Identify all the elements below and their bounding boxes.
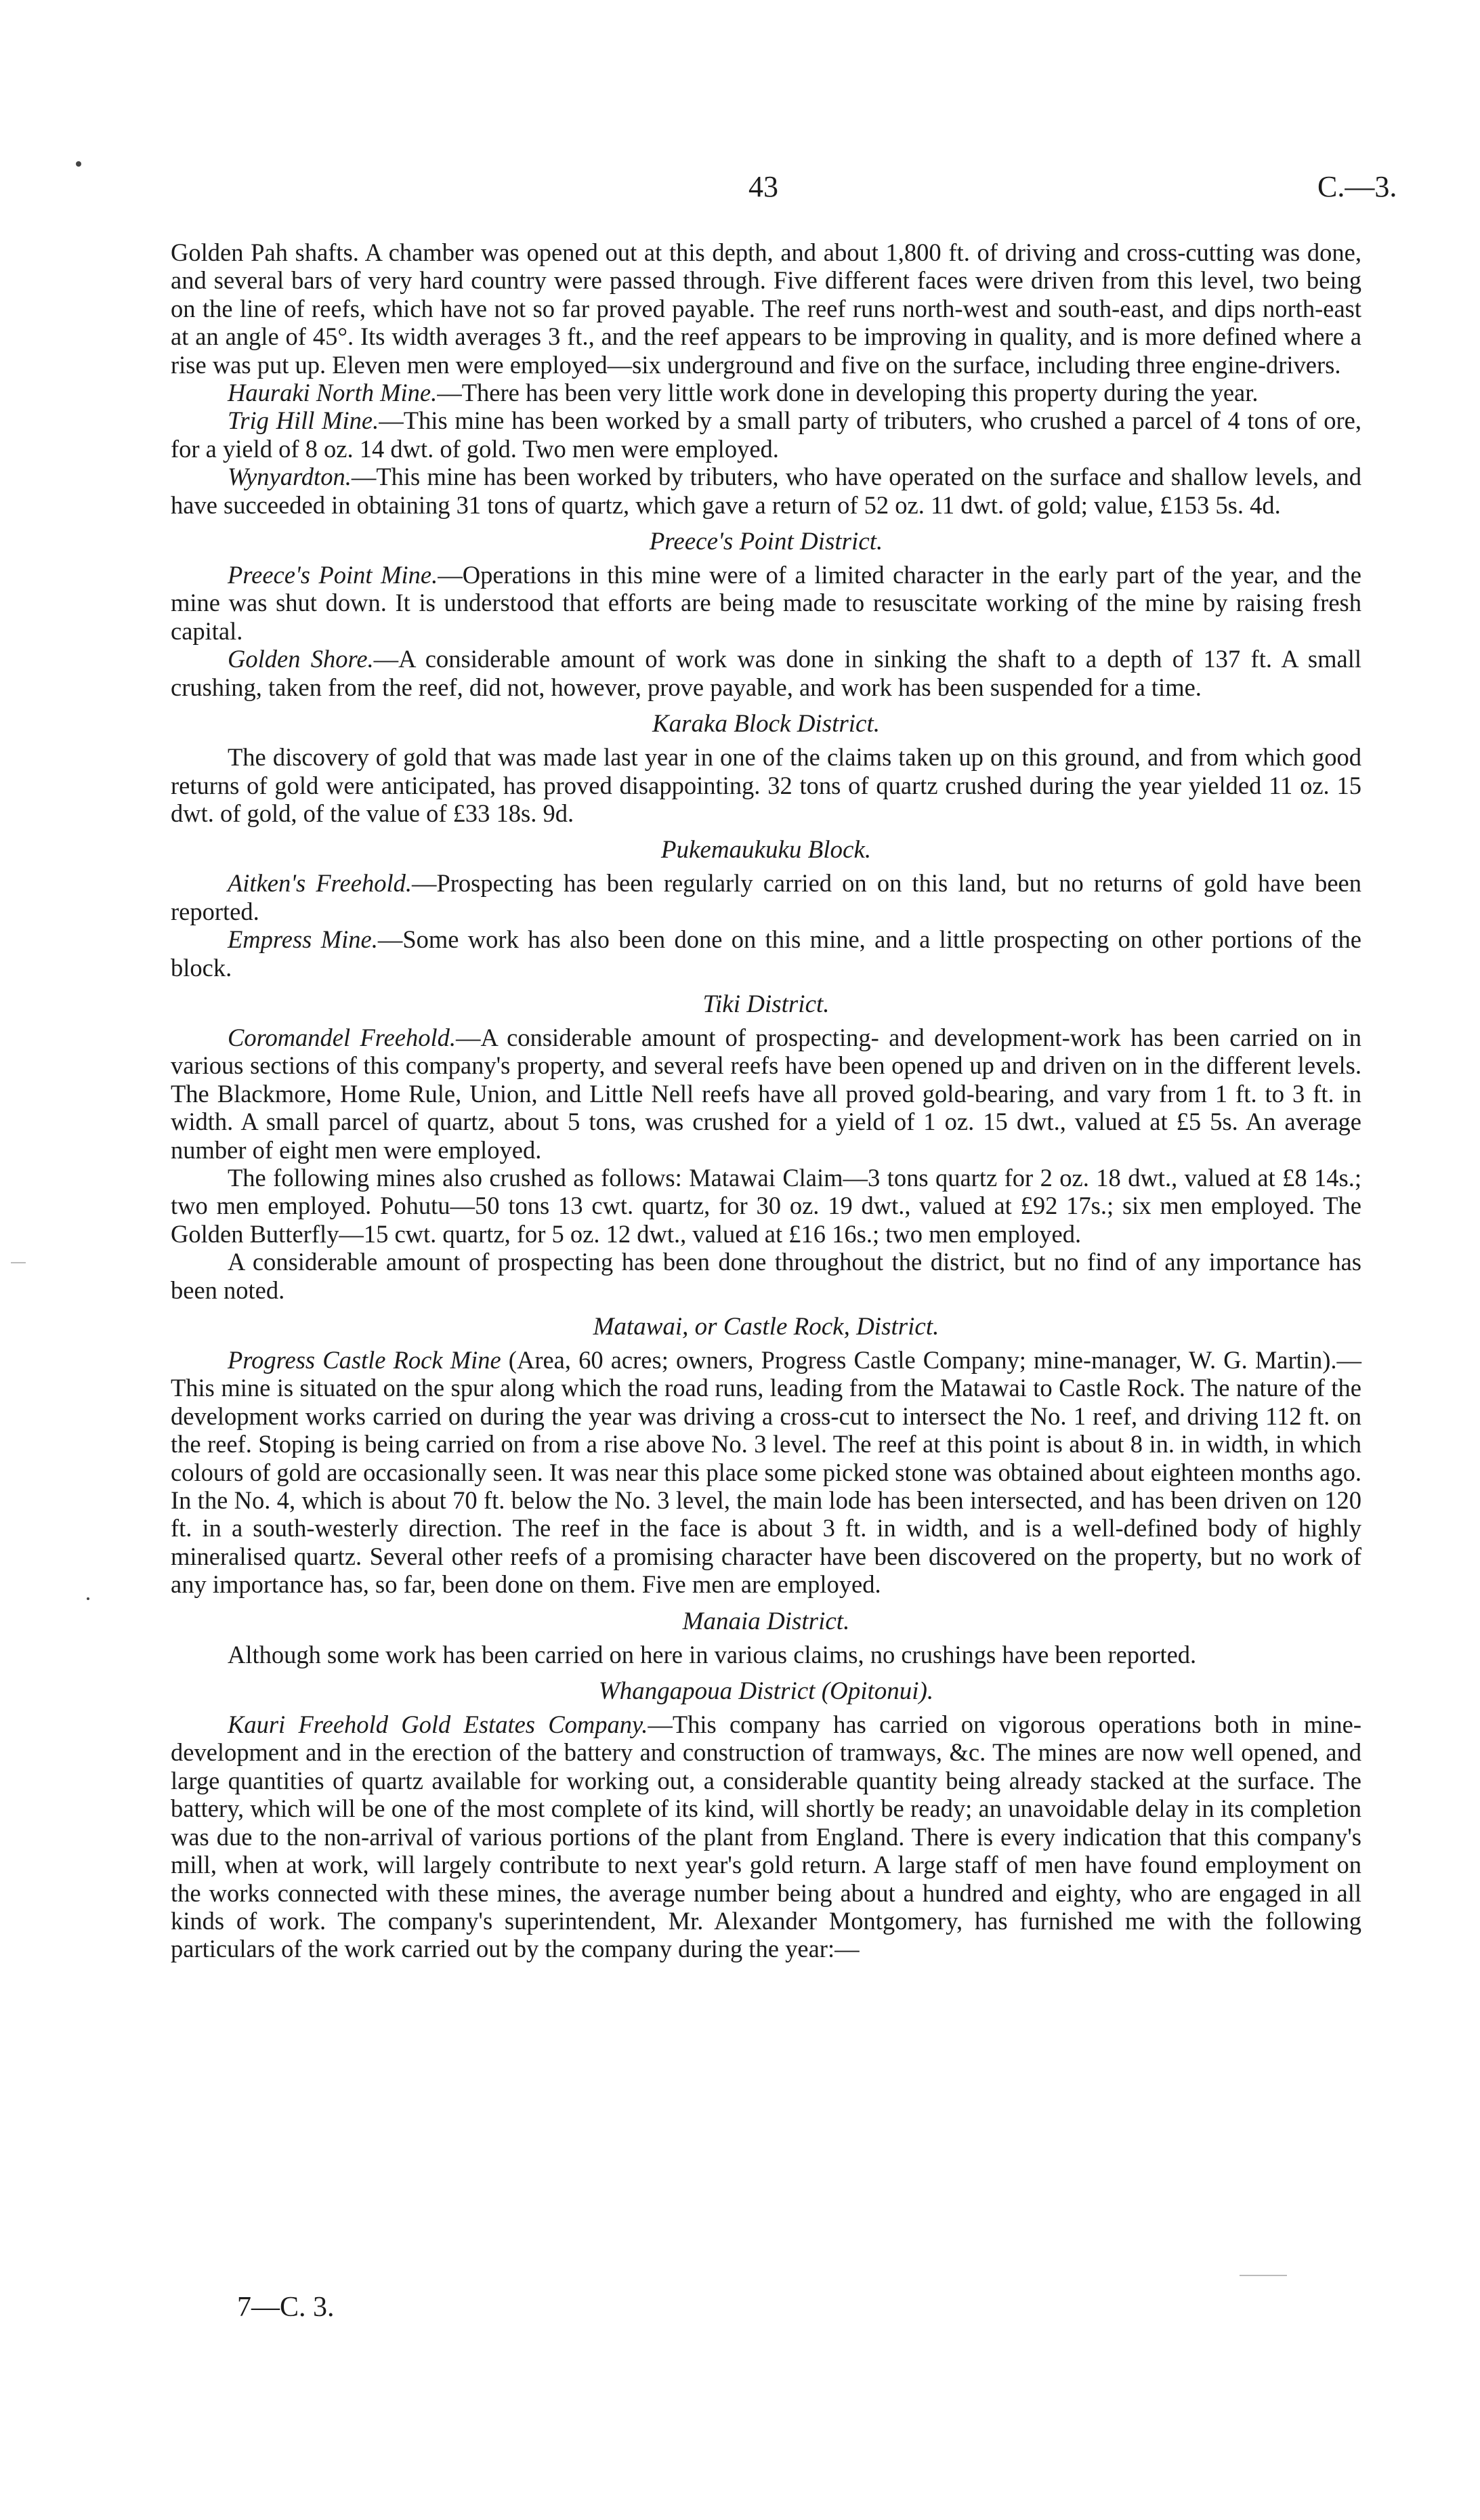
section-heading: Manaia District. xyxy=(682,1607,850,1635)
paragraph-coromandel: Coromandel Freehold.—A considerable amount of prospecting- and development-work has been carried on in various sections of this company's property, and several reefs have been opened up and driven on in the different levels. The Blackmore, Home Rule, Union, and Little Nell reefs have all proved gold-bearing, and vary from 1 ft. to 3 ft. in width. A small parcel of quartz, about 5 tons, was crushed for a yield of 1 oz. 15 dwt., valued at £5 5s. An average number of eight men were employed. xyxy=(171,1023,1362,1164)
mine-name: Coromandel Freehold. xyxy=(228,1023,457,1051)
section-heading: Pukemaukuku Block. xyxy=(660,836,872,864)
scan-speck xyxy=(76,161,81,167)
section-heading: Tiki District. xyxy=(702,990,830,1018)
paragraph-progress-castle-rock: Progress Castle Rock Mine (Area, 60 acres; owners, Progress Castle Company; mine-manager, W. G. Martin).—This mine is situated on the spur along which the road runs, leading from the Matawai to Castle Rock. The nature of the development works carried on during the year was driving a cross-cut to intersect the No. 1 reef, and driving 112 ft. on the reef. Stoping is being carried on from a rise above No. 3 level. The reef at this point is about 8 in. in width, in which colours of gold are occasionally seen. It was near this place some picked stone was obtained about eighteen months ago. In the No. 4, which is about 70 ft. below the No. 3 level, the main lode has been intersected, and has been driven on 120 ft. in a south-westerly direction. The reef in the face is about 3 ft. in width, and is a well-defined body of highly mineralised quartz. Several other reefs of a promising character have been discovered on the property, but no work of any importance has, so far, been done on them. Five men are employed. xyxy=(171,1346,1361,1599)
section-heading: Matawai, or Castle Rock, District. xyxy=(593,1313,939,1341)
paragraph-hauraki-north: Hauraki North Mine.—There has been very little work done in developing this property during the year. xyxy=(228,379,1259,407)
paragraph-empress: Empress Mine.—Some work has also been done on this mine, and a little prospecting on other portions of the block. xyxy=(171,925,1361,982)
mine-name: Golden Shore. xyxy=(228,645,374,673)
signature-mark: 7—C. 3. xyxy=(237,2292,335,2323)
mine-name: Aitken's Freehold. xyxy=(228,869,412,898)
paragraph-karaka: The discovery of gold that was made last year in one of the claims taken up on this ground, and from which good returns of gold were anticipated, has proved disappointing. 32 tons of quartz crushed during the year yielded 11 oz. 15 dwt. of gold, of the value of £33 18s. 9d. xyxy=(171,743,1361,827)
paragraph-aitkens: Aitken's Freehold.—Prospecting has been regularly carried on on this land, but no returns of gold have been reported. xyxy=(171,869,1361,925)
paragraph-prospecting: A considerable amount of prospecting has been done throughout the district, but no find of any importance has been noted. xyxy=(171,1248,1361,1304)
section-heading: Whangapoua District (Opitonui). xyxy=(598,1677,934,1706)
company-name: Kauri Freehold Gold Estates Company. xyxy=(228,1710,648,1739)
section-heading: Karaka Block District. xyxy=(652,710,881,738)
mine-name: Hauraki North Mine. xyxy=(228,379,438,407)
paragraph-other-crushings: The following mines also crushed as follows: Matawai Claim—3 tons quartz for 2 oz. 18 dwt., valued at £8 14s.; two men employed. Pohutu—50 tons 13 cwt. quartz, for 30 oz. 19 dwt., valued at £92 17s.; six men employed. The Golden Butterfly—15 cwt. quartz, for 5 oz. 12 dwt., valued at £16 16s.; two men employed. xyxy=(171,1163,1361,1248)
paragraph-preeces-point: Preece's Point Mine.—Operations in this mine were of a limited character in the early part of the year, and the mine was shut down. It is understood that efforts are being made to resuscitate working of the mine by raising fresh capital. xyxy=(171,561,1361,645)
mine-name: Progress Castle Rock Mine xyxy=(228,1346,501,1374)
paragraph-manaia: Although some work has been carried on here in various claims, no crushings have been reported. xyxy=(228,1640,1197,1668)
paragraph-golden-shore: Golden Shore.—A considerable amount of work was done in sinking the shaft to a depth of 137 ft. A small crushing, taken from the reef, did not, however, prove payable, and work has been suspended for a time. xyxy=(171,645,1361,701)
mine-name: Empress Mine. xyxy=(228,925,378,954)
mine-name: Preece's Point Mine. xyxy=(228,561,438,589)
page-number: 43 xyxy=(748,170,778,203)
paragraph-golden-pah: Golden Pah shafts. A chamber was opened out at this depth, and about 1,800 ft. of driving and cross-cutting was done, and several bars of very hard country were passed through. Five different faces were driven from this level, two being on the line of reefs, which have not so far proved payable. The reef runs north-west and south-east, and dips north-east at an angle of 45°. Its width averages 3 ft., and the reef appears to be improving in quality, and is more defined where a rise was put up. Eleven men were employed—six underground and five on the surface, including three engine-drivers. xyxy=(171,238,1361,379)
paragraph-kauri-freehold: Kauri Freehold Gold Estates Company.—This company has carried on vigorous operations both in mine-development and in the erection of the battery and construction of tramways, &c. The mines are now well opened, and large quantities of quartz available for working out, a considerable quantity being already stacked at the surface. The battery, which will be one of the most complete of its kind, will shortly be ready; an unavoidable delay in its completion was due to the non-arrival of various portions of the plant from England. There is every indication that this company's mill, when at work, will largely contribute to next year's gold return. A large staff of men have found employment on the works connected with these mines, the average number being about a hundred and eighty, who are engaged in all kinds of work. The company's superintendent, Mr. Alexander Montgomery, has furnished me with the following particulars of the work carried out by the company during the year:— xyxy=(171,1710,1361,1963)
paragraph-trig-hill: Trig Hill Mine.—This mine has been worked by a small party of tributers, who crushed a parcel of 4 tons of ore, for a yield of 8 oz. 14 dwt. of gold. Two men were employed. xyxy=(171,406,1361,463)
body-text xyxy=(171,238,1361,1963)
scan-mark xyxy=(11,1262,26,1263)
mine-name: Trig Hill Mine. xyxy=(228,406,379,435)
scan-speck xyxy=(87,1597,89,1600)
mine-name: Wynyardton. xyxy=(228,463,352,491)
document-reference: C.—3. xyxy=(1317,170,1397,203)
section-heading: Preece's Point District. xyxy=(649,528,883,556)
scan-mark xyxy=(1240,2275,1287,2276)
paragraph-wynyardton: Wynyardton.—This mine has been worked by tributers, who have operated on the surface and shallow levels, and have succeeded in obtaining 31 tons of quartz, which gave a return of 52 oz. 11 dwt. of gold; value, £153 5s. 4d. xyxy=(171,463,1361,519)
page-header xyxy=(0,169,1480,217)
